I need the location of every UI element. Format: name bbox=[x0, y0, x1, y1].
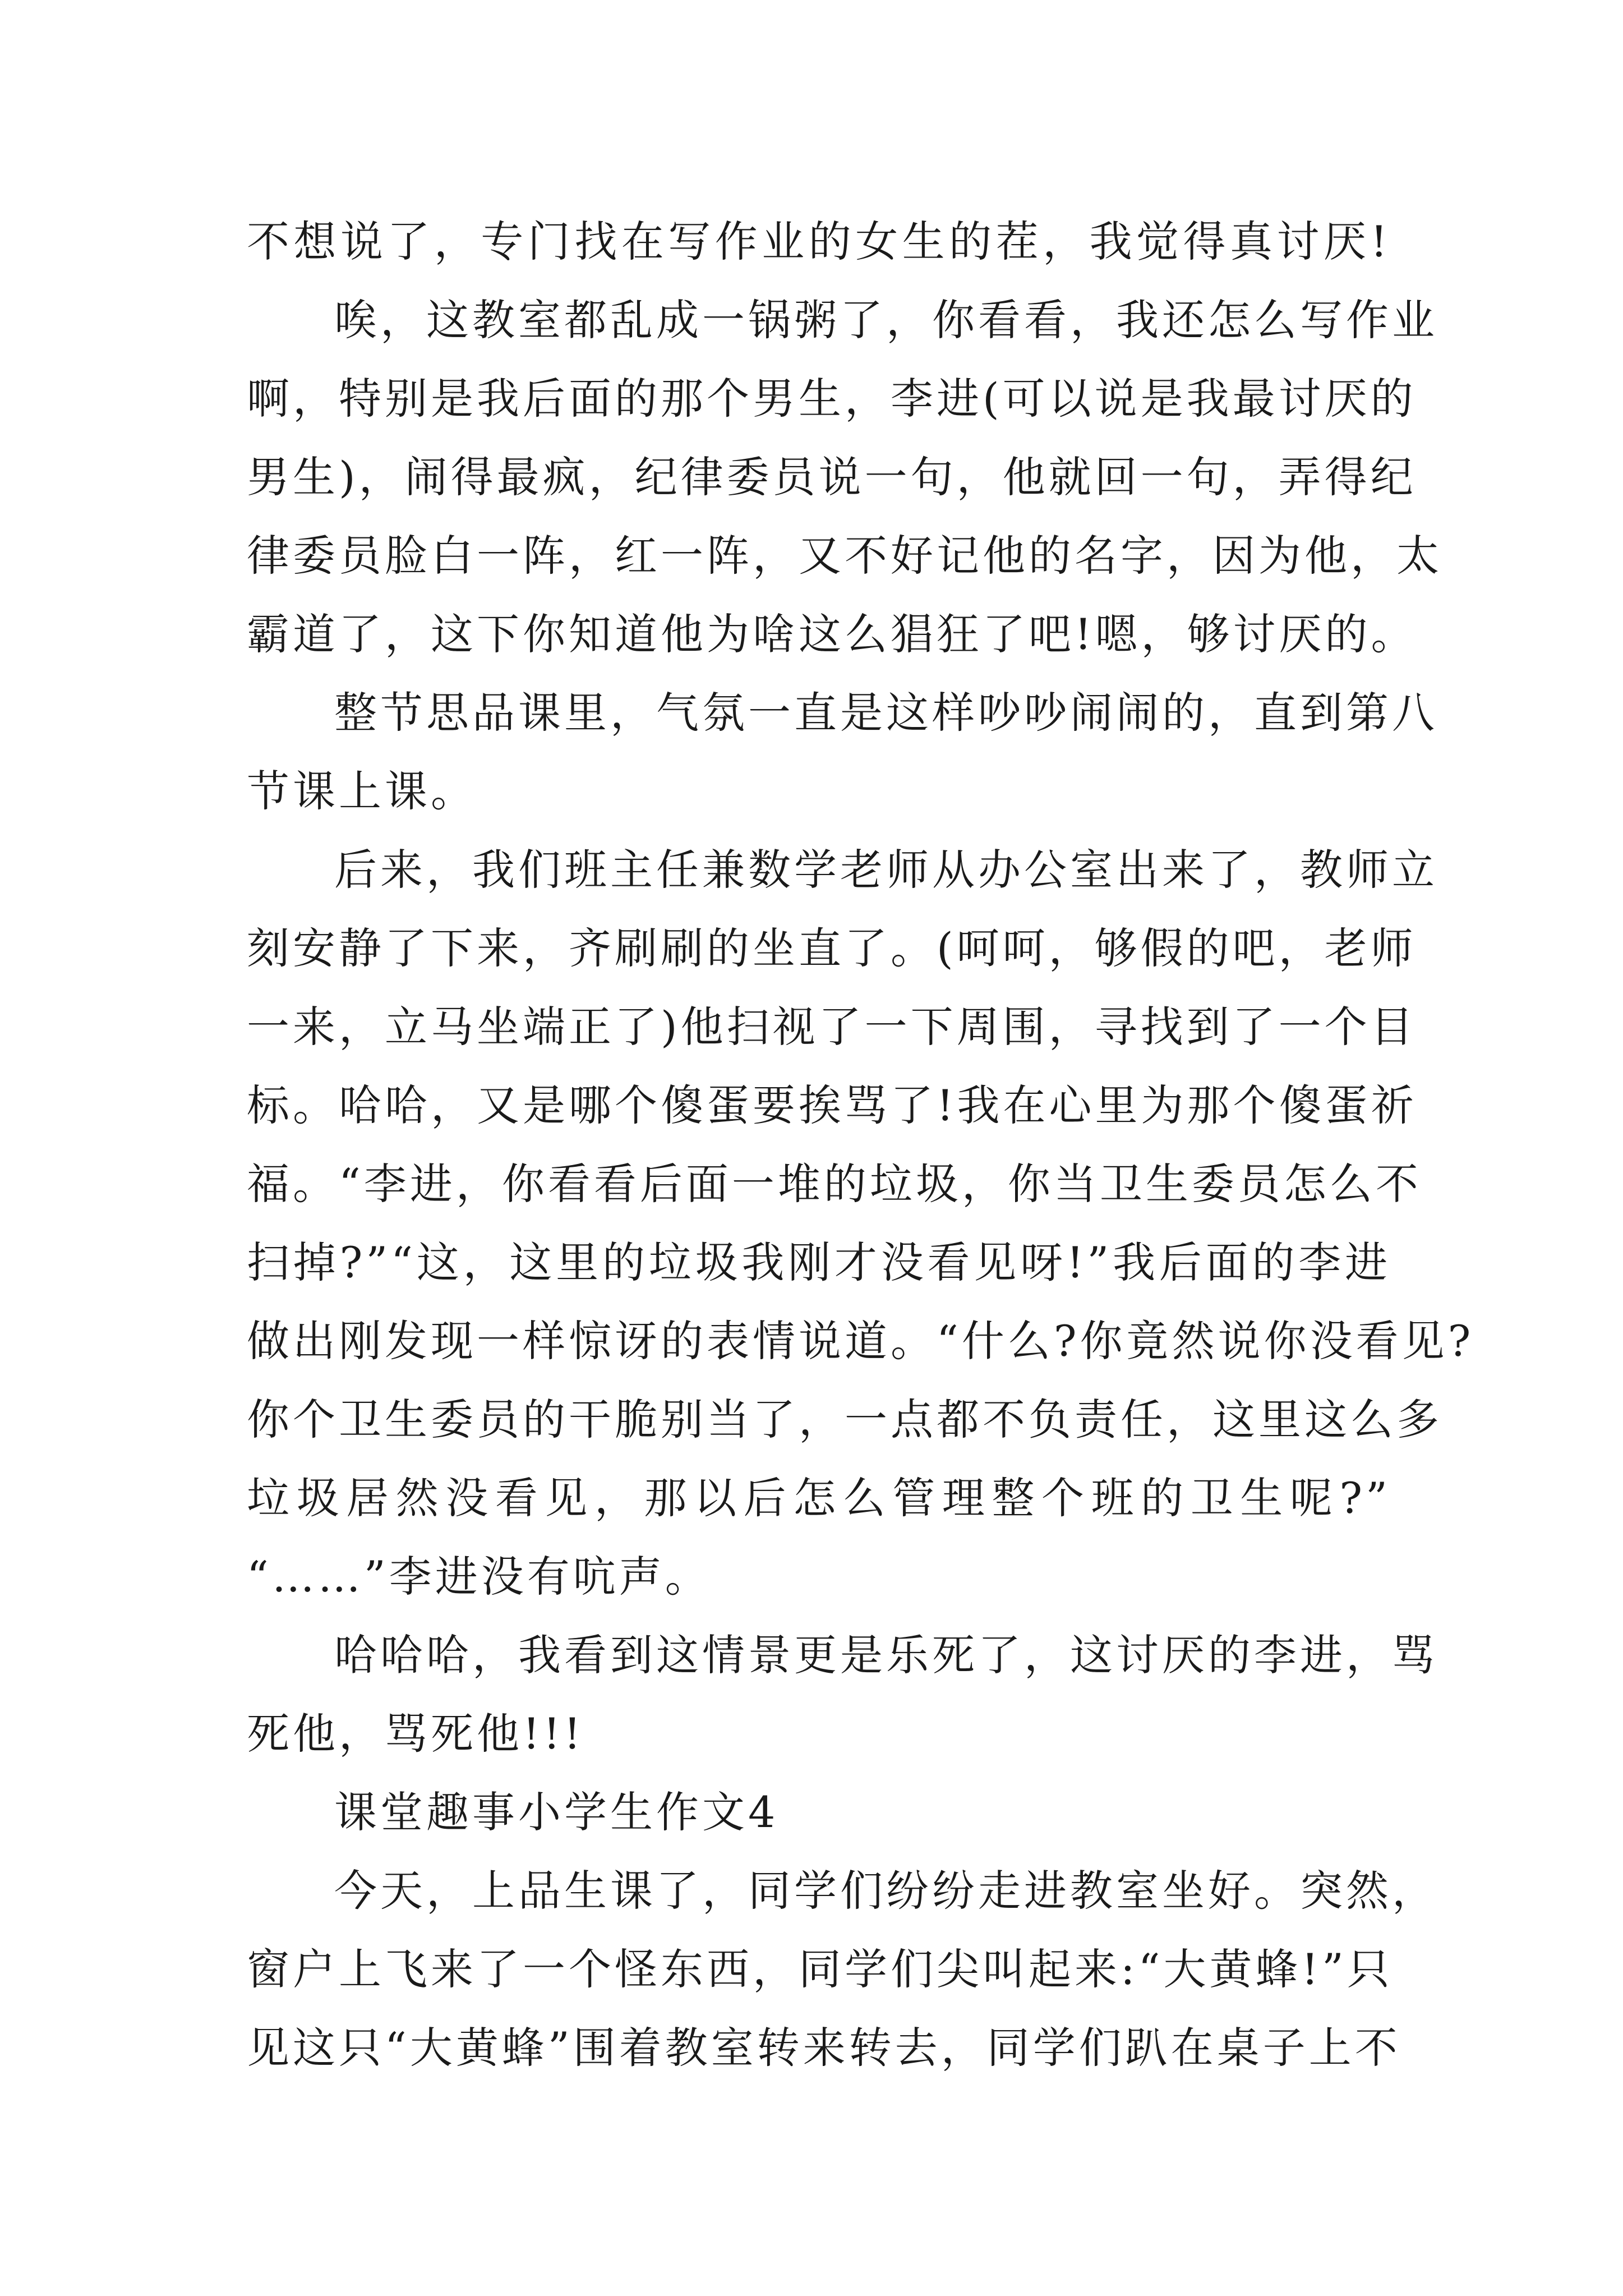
text-line: 死他，骂死他!!! bbox=[247, 1709, 584, 1759]
text-line: 扫掉?”“这，这里的垃圾我刚才没看见呀!”我后面的李进 bbox=[247, 1237, 1391, 1287]
text-line: 一来，立马坐端正了)他扫视了一下周围，寻找到了一个目 bbox=[247, 1002, 1417, 1052]
text-line: 霸道了，这下你知道他为啥这么猖狂了吧!嗯，够讨厌的。 bbox=[247, 609, 1417, 659]
text-line: 见这只“大黄蜂”围着教室转来转去，同学们趴在桌子上不 bbox=[247, 2023, 1401, 2073]
text-line: 窗户上飞来了一个怪东西，同学们尖叫起来:“大黄蜂!”只 bbox=[247, 1944, 1393, 1994]
text-line: 标。哈哈，又是哪个傻蛋要挨骂了!我在心里为那个傻蛋祈 bbox=[247, 1080, 1417, 1130]
text-line: 你个卫生委员的干脆别当了，一点都不负责任，这里这么多 bbox=[247, 1395, 1442, 1444]
section-heading: 课堂趣事小学生作文4 bbox=[334, 1787, 779, 1837]
paragraph-start-line: 唉，这教室都乱成一锅粥了，你看看，我还怎么写作业 bbox=[334, 295, 1438, 345]
text-line: 垃圾居然没看见，那以后怎么管理整个班的卫生呢?” bbox=[247, 1473, 1391, 1523]
paragraph-start-line: 哈哈哈，我看到这情景更是乐死了，这讨厌的李进，骂 bbox=[334, 1630, 1438, 1680]
paragraph-start-line: 整节思品课里，气氛一直是这样吵吵闹闹的，直到第八 bbox=[334, 688, 1438, 738]
text-line: 啊，特别是我后面的那个男生，李进(可以说是我最讨厌的 bbox=[247, 374, 1417, 424]
text-line: 福。“李进，你看看后面一堆的垃圾，你当卫生委员怎么不 bbox=[247, 1159, 1422, 1209]
text-line: 节课上课。 bbox=[247, 766, 477, 816]
paragraph-start-line: 后来，我们班主任兼数学老师从办公室出来了，教师立 bbox=[334, 845, 1438, 895]
text-line: 律委员脸白一阵，红一阵，又不好记他的名字，因为他，太 bbox=[247, 531, 1442, 581]
text-line: 刻安静了下来，齐刷刷的坐直了。(呵呵，够假的吧，老师 bbox=[247, 923, 1417, 973]
text-line: “……”李进没有吭声。 bbox=[247, 1552, 711, 1602]
paragraph-start-line: 今天，上品生课了，同学们纷纷走进教室坐好。突然， bbox=[334, 1866, 1438, 1916]
text-line: 不想说了，专门找在写作业的女生的茬，我觉得真讨厌! bbox=[247, 217, 1391, 266]
text-line: 做出刚发现一样惊讶的表情说道。“什么?你竟然说你没看见? bbox=[247, 1316, 1474, 1366]
text-line: 男生)，闹得最疯，纪律委员说一句，他就回一句，弄得纪 bbox=[247, 452, 1417, 502]
